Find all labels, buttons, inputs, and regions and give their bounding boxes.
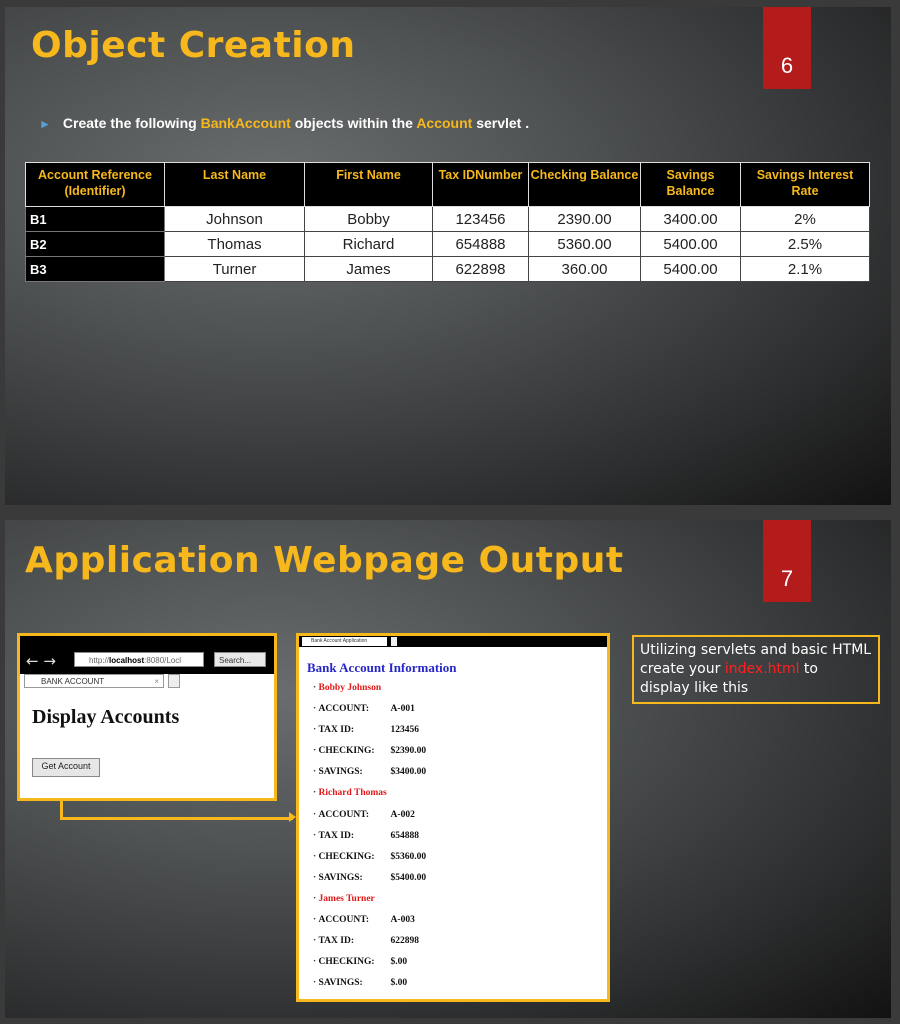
- page-heading: Display Accounts: [32, 706, 180, 728]
- list-item: [313, 766, 426, 787]
- url-suffix: :8080/Locl: [144, 656, 182, 665]
- column-header: Last Name: [165, 163, 305, 207]
- browser-toolbar: [20, 636, 274, 674]
- table-cell: 2%: [741, 207, 870, 232]
- slide-application-output: [5, 520, 891, 1018]
- table-row: [26, 207, 870, 232]
- slide-title: Application Webpage Output: [25, 540, 624, 581]
- column-header: Savings Balance: [641, 163, 741, 207]
- slide-object-creation: [5, 7, 891, 505]
- browser-tab[interactable]: [24, 674, 164, 688]
- field-value: $5360.00: [390, 851, 427, 862]
- field-label: TAX ID:: [318, 725, 354, 736]
- list-item: [313, 787, 426, 808]
- account-info-list: [313, 682, 426, 998]
- list-item: [313, 893, 426, 914]
- tab-label: BANK ACCOUNT: [41, 677, 105, 686]
- column-header: Checking Balance: [529, 163, 641, 207]
- table-cell: B2: [26, 232, 165, 257]
- page-number-badge: 6: [763, 7, 811, 89]
- bullet-text: objects within the: [290, 115, 417, 131]
- list-item: [313, 956, 426, 977]
- table-row: [26, 257, 870, 282]
- callout-filename: index.html: [724, 661, 800, 677]
- get-account-button[interactable]: Get Account: [32, 758, 100, 777]
- column-header: Tax IDNumber: [433, 163, 529, 207]
- instruction-bullet: [39, 115, 529, 131]
- arrow-icon: [289, 812, 296, 822]
- account-holder-name: Richard Thomas: [318, 788, 387, 799]
- field-label: CHECKING:: [318, 746, 375, 757]
- table-cell: 123456: [433, 207, 529, 232]
- table-header-row: [26, 163, 870, 207]
- field-value: 654888: [390, 830, 420, 841]
- slide-title: Object Creation: [31, 25, 356, 66]
- bullet-text: servlet .: [472, 115, 530, 131]
- list-item: [313, 724, 426, 745]
- url-prefix: http://: [89, 656, 110, 665]
- table-cell: 360.00: [529, 257, 641, 282]
- bank-account-table: [25, 162, 870, 282]
- list-item: [313, 830, 426, 851]
- table-cell: 2.5%: [741, 232, 870, 257]
- field-label: ACCOUNT:: [318, 915, 370, 926]
- field-label: CHECKING:: [318, 851, 375, 862]
- field-value: A-003: [390, 915, 415, 926]
- field-value: $.00: [390, 978, 408, 989]
- field-value: 622898: [390, 936, 420, 947]
- table-cell: Turner: [165, 257, 305, 282]
- field-label: SAVINGS:: [318, 872, 363, 883]
- field-value: $5400.00: [390, 872, 427, 883]
- connector-line: [60, 800, 293, 820]
- address-bar[interactable]: [74, 652, 204, 667]
- list-item: [313, 809, 426, 830]
- bullet-class-name: BankAccount: [200, 115, 291, 131]
- field-label: ACCOUNT:: [318, 704, 370, 715]
- table-cell: Thomas: [165, 232, 305, 257]
- table-cell: Johnson: [165, 207, 305, 232]
- list-item: [313, 682, 426, 703]
- browser-screenshot-display-accounts: [17, 633, 277, 801]
- list-item: [313, 851, 426, 872]
- column-header: First Name: [305, 163, 433, 207]
- field-label: ACCOUNT:: [318, 809, 370, 820]
- table-cell: 5400.00: [641, 232, 741, 257]
- close-icon[interactable]: ×: [154, 677, 159, 686]
- table-cell: 2390.00: [529, 207, 641, 232]
- table-row: [26, 232, 870, 257]
- table-cell: Bobby: [305, 207, 433, 232]
- instruction-callout: [632, 635, 880, 704]
- list-item: [313, 745, 426, 766]
- table-cell: B3: [26, 257, 165, 282]
- search-input[interactable]: Search...: [214, 652, 266, 667]
- browser-screenshot-account-info: [296, 633, 610, 1002]
- field-label: TAX ID:: [318, 830, 354, 841]
- list-item: [313, 935, 426, 956]
- table-cell: 2.1%: [741, 257, 870, 282]
- page-number-badge: 7: [763, 520, 811, 602]
- table-cell: 3400.00: [641, 207, 741, 232]
- column-header: Account Reference (Identifier): [26, 163, 165, 207]
- list-item: [313, 977, 426, 998]
- list-item: [313, 703, 426, 724]
- field-label: CHECKING:: [318, 957, 375, 968]
- browser-tab-bar: [299, 636, 607, 647]
- table-cell: 622898: [433, 257, 529, 282]
- field-value: A-001: [390, 704, 415, 715]
- field-value: $3400.00: [390, 767, 427, 778]
- callout-text: Utilizing servlets and basic HTML create your: [640, 642, 872, 677]
- table-cell: 5360.00: [529, 232, 641, 257]
- field-value: $2390.00: [390, 746, 427, 757]
- field-label: TAX ID:: [318, 936, 354, 947]
- field-value: 123456: [390, 725, 420, 736]
- table-cell: James: [305, 257, 433, 282]
- list-item: [313, 872, 426, 893]
- page-heading: Bank Account Information: [307, 660, 457, 675]
- bullet-servlet-name: Account: [416, 115, 473, 131]
- field-label: SAVINGS:: [318, 978, 363, 989]
- new-tab-icon[interactable]: [391, 637, 397, 646]
- table-cell: Richard: [305, 232, 433, 257]
- account-holder-name: Bobby Johnson: [318, 683, 382, 693]
- new-tab-icon[interactable]: [168, 674, 180, 688]
- bullet-text: Create the following: [62, 115, 201, 131]
- bullet-arrow-icon: ►: [39, 117, 51, 131]
- field-value: $.00: [390, 957, 408, 968]
- browser-tab[interactable]: Bank Account Application: [302, 637, 387, 646]
- table-cell: 654888: [433, 232, 529, 257]
- table-cell: 5400.00: [641, 257, 741, 282]
- list-item: [313, 914, 426, 935]
- url-host: localhost: [109, 656, 145, 665]
- table-cell: B1: [26, 207, 165, 232]
- field-label: SAVINGS:: [318, 767, 363, 778]
- back-forward-icon[interactable]: ← →: [26, 652, 56, 670]
- account-holder-name: James Turner: [318, 893, 375, 904]
- callout-text: to display like this: [640, 661, 818, 696]
- field-value: A-002: [390, 809, 415, 820]
- column-header: Savings Interest Rate: [741, 163, 870, 207]
